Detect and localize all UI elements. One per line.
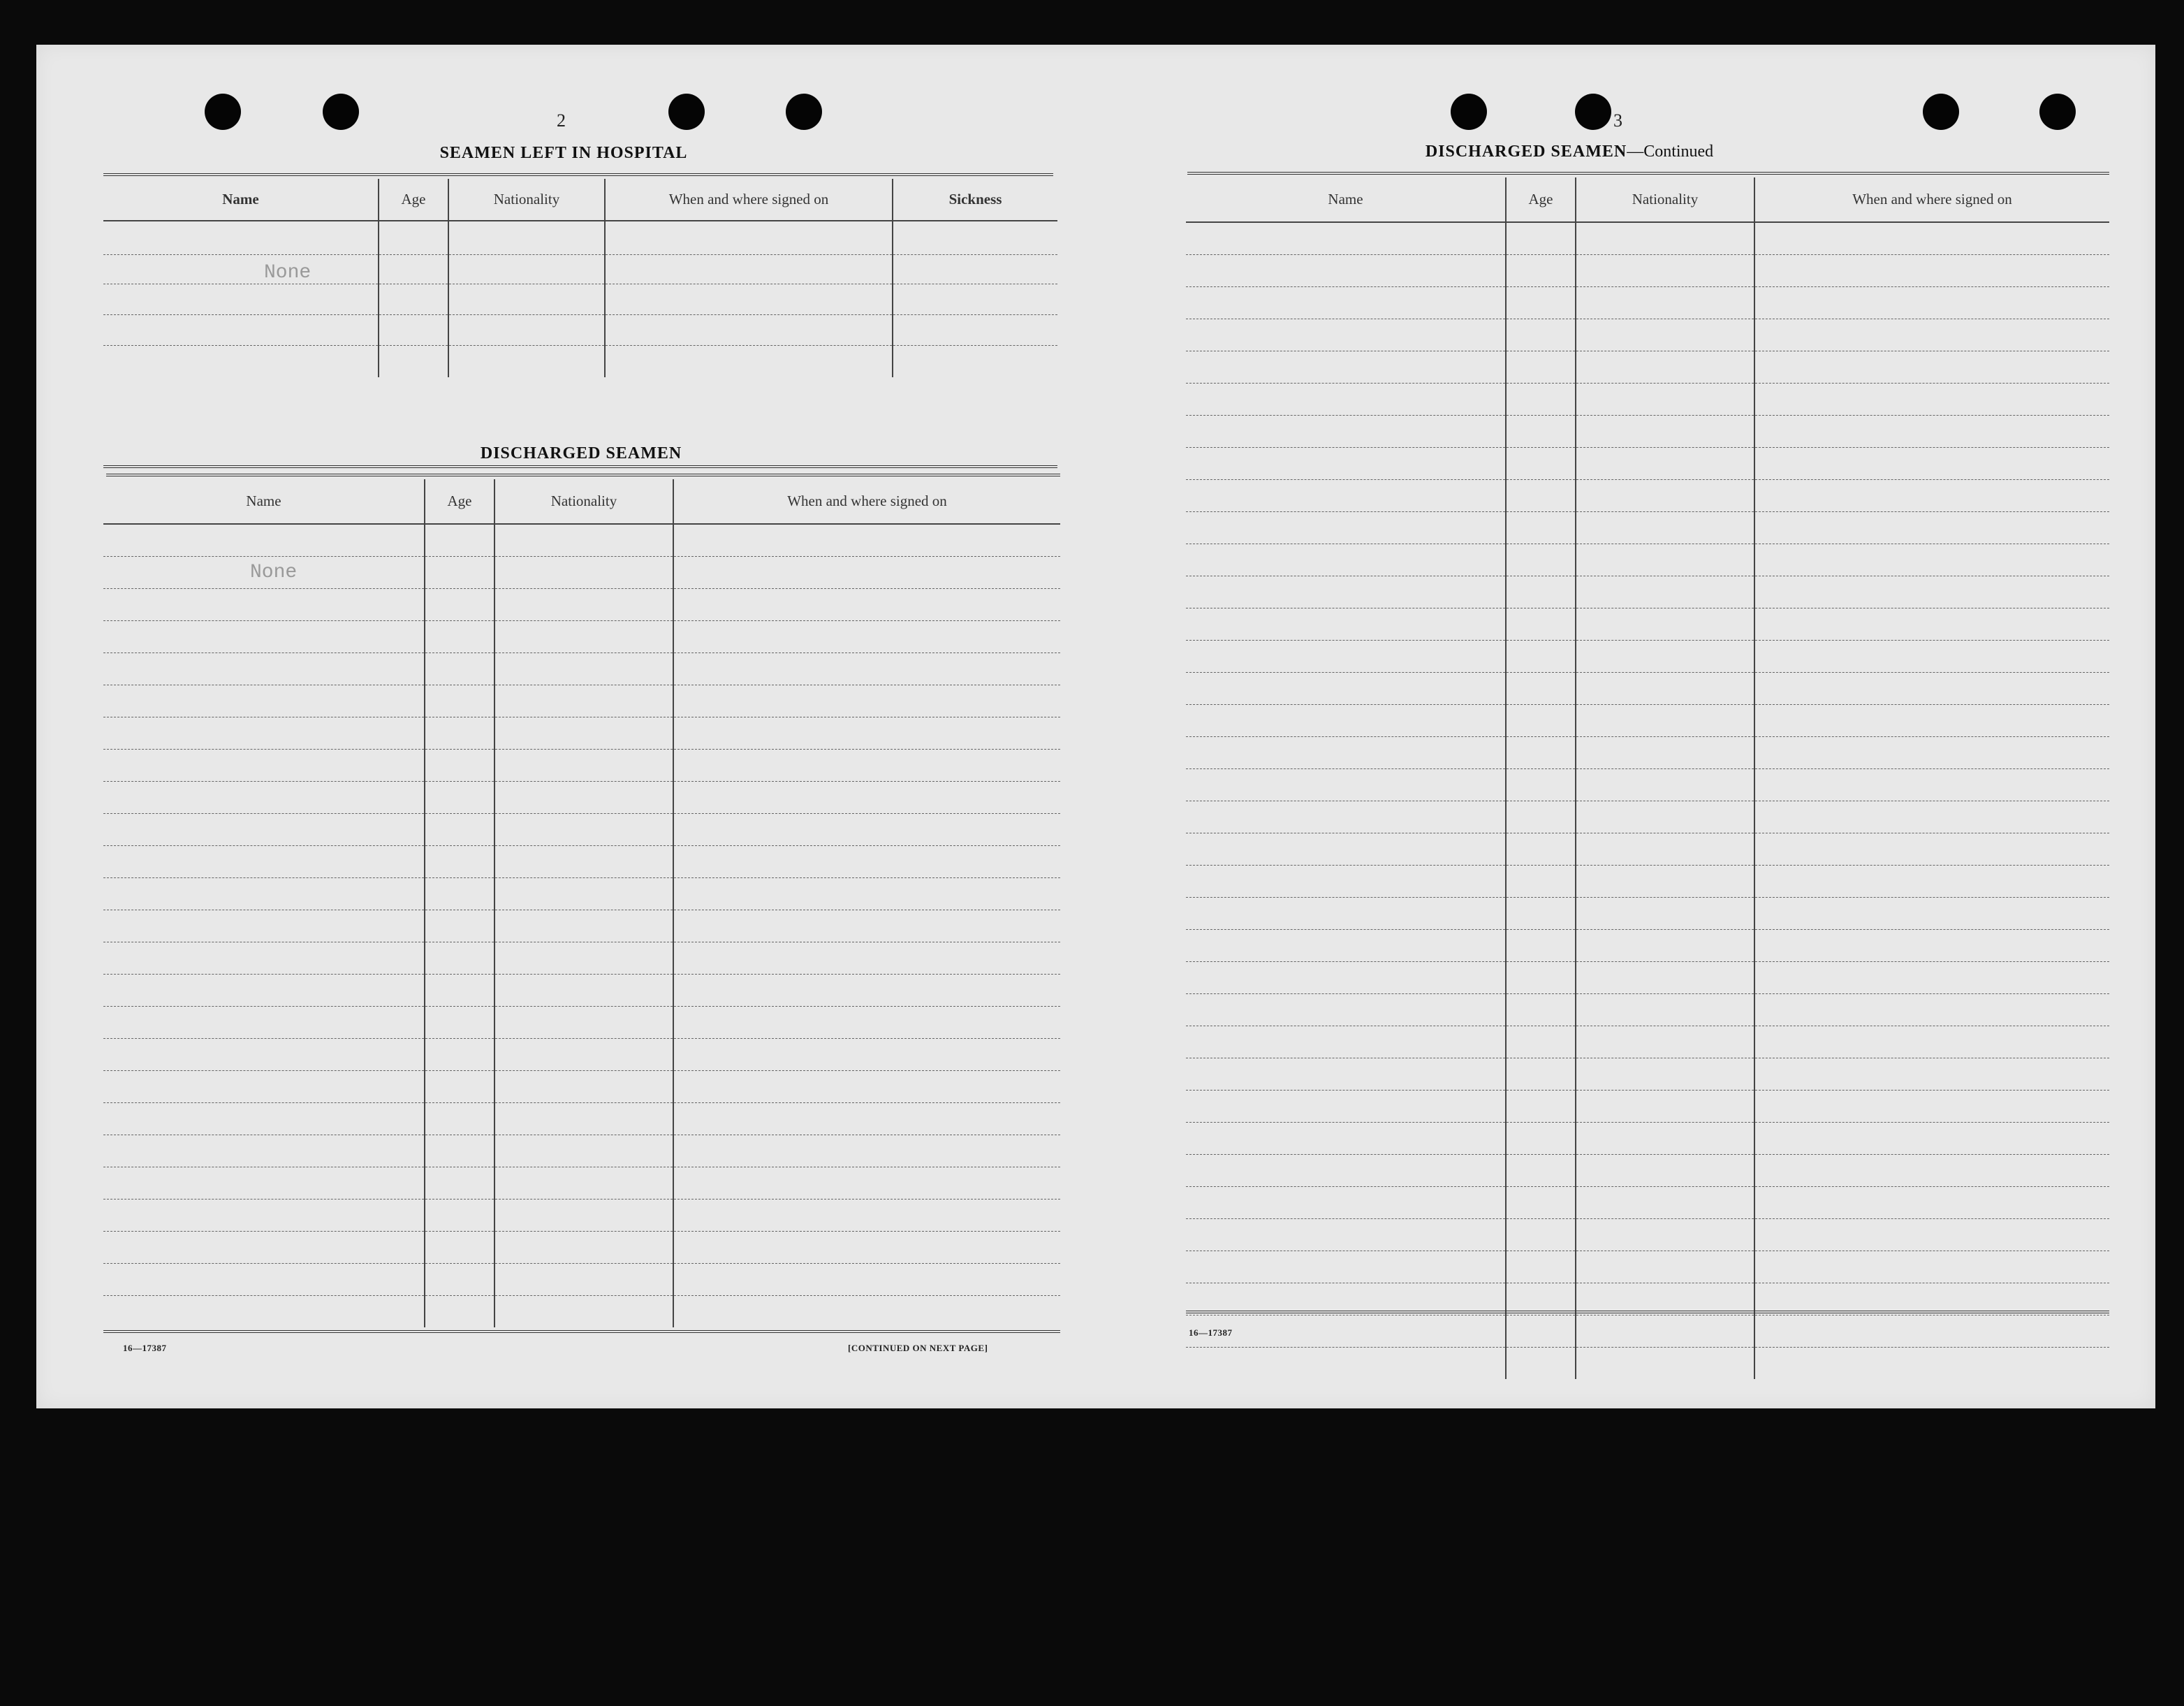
table-row <box>1186 833 2109 865</box>
table-row <box>103 974 1060 1006</box>
discharged-continued-title <box>1105 143 2034 161</box>
table-row <box>103 685 1060 717</box>
table-row <box>103 1070 1060 1102</box>
table-row <box>1186 768 2109 801</box>
section-rule <box>103 465 1057 468</box>
column-header-nationality: Nationality <box>448 179 605 221</box>
hospital-section-title: SEAMEN LEFT IN HOSPITAL <box>439 144 688 162</box>
table-row <box>103 1263 1060 1295</box>
table-row <box>1186 993 2109 1026</box>
table-row <box>103 314 1057 345</box>
table-row <box>1186 415 2109 447</box>
table-row <box>103 1006 1060 1038</box>
table-row <box>103 1199 1060 1231</box>
table-row <box>103 1038 1060 1070</box>
section-rule <box>103 1330 1060 1333</box>
table-row <box>1186 511 2109 544</box>
column-header-name: Name <box>103 179 379 221</box>
table-row <box>1186 479 2109 511</box>
table-row <box>103 845 1060 877</box>
section-title-suffix: —Continued <box>1627 143 1714 161</box>
discharged-continued-table <box>1186 177 2109 1379</box>
table-row <box>1186 544 2109 576</box>
table-row <box>103 877 1060 910</box>
section-title: DISCHARGED SEAMEN <box>1425 143 1627 161</box>
continued-note: [CONTINUED ON NEXT PAGE] <box>848 1343 988 1353</box>
table-row <box>1186 447 2109 479</box>
column-header-sickness: Sickness <box>893 179 1057 221</box>
table-row <box>103 221 1057 254</box>
table-row <box>1186 608 2109 640</box>
table-row <box>103 620 1060 652</box>
column-header-age: Age <box>1506 177 1576 222</box>
section-rule <box>1186 1311 2109 1313</box>
table-row <box>1186 222 2109 254</box>
discharged-table <box>103 479 1060 1327</box>
record-sheet <box>36 45 2155 1408</box>
table-row <box>1186 383 2109 415</box>
page-number: 3 <box>1613 110 1622 131</box>
table-row <box>103 588 1060 620</box>
table-row <box>103 652 1060 685</box>
table-row <box>1186 254 2109 286</box>
table-row <box>1186 704 2109 736</box>
hospital-table <box>103 179 1057 377</box>
section-rule <box>106 474 1060 476</box>
table-row <box>103 254 1057 284</box>
table-row <box>103 813 1060 845</box>
table-row <box>1186 1347 2109 1379</box>
table-row <box>1186 1315 2109 1347</box>
table-row <box>1186 1026 2109 1058</box>
table-row <box>1186 1058 2109 1090</box>
column-header-age: Age <box>379 179 448 221</box>
table-row <box>103 942 1060 974</box>
table-row <box>1186 736 2109 768</box>
table-row <box>1186 1122 2109 1154</box>
table-row <box>1186 1090 2109 1122</box>
table-row <box>1186 286 2109 319</box>
table-row <box>103 284 1057 314</box>
column-header-nationality: Nationality <box>494 479 673 524</box>
table-row <box>103 781 1060 813</box>
column-header-signed-on: When and where signed on <box>1754 177 2109 222</box>
table-row <box>103 556 1060 588</box>
table-row <box>103 910 1060 942</box>
table-row <box>1186 961 2109 993</box>
section-rule <box>1187 172 2109 175</box>
table-row <box>1186 1218 2109 1251</box>
table-row <box>103 1167 1060 1199</box>
name-entry: None <box>103 254 379 284</box>
table-row <box>1186 801 2109 833</box>
left-page <box>36 45 1105 1408</box>
table-row <box>103 1102 1060 1135</box>
table-row <box>103 1295 1060 1327</box>
column-header-name: Name <box>103 479 425 524</box>
page-number: 2 <box>557 110 566 131</box>
section-rule <box>103 173 1053 176</box>
table-row <box>1186 929 2109 961</box>
column-header-age: Age <box>425 479 494 524</box>
table-row <box>1186 640 2109 672</box>
right-page <box>1105 45 2155 1408</box>
table-row <box>1186 672 2109 704</box>
table-row <box>1186 1251 2109 1283</box>
column-header-name: Name <box>1186 177 1506 222</box>
table-row <box>103 524 1060 556</box>
form-number: 16—17387 <box>123 1343 167 1353</box>
table-row <box>103 345 1057 377</box>
table-row <box>1186 319 2109 351</box>
table-row <box>1186 865 2109 897</box>
column-header-signed-on: When and where signed on <box>605 179 893 221</box>
discharged-section-title: DISCHARGED SEAMEN <box>480 444 682 462</box>
table-row <box>103 749 1060 781</box>
form-number: 16—17387 <box>1189 1327 1233 1338</box>
table-row <box>1186 1186 2109 1218</box>
table-row <box>103 1135 1060 1167</box>
table-row <box>1186 897 2109 929</box>
table-row <box>1186 1154 2109 1186</box>
name-entry: None <box>103 556 425 588</box>
table-row <box>103 717 1060 749</box>
column-header-nationality: Nationality <box>1576 177 1754 222</box>
column-header-signed-on: When and where signed on <box>673 479 1060 524</box>
table-row <box>1186 351 2109 383</box>
table-row <box>1186 576 2109 608</box>
table-row <box>103 1231 1060 1263</box>
